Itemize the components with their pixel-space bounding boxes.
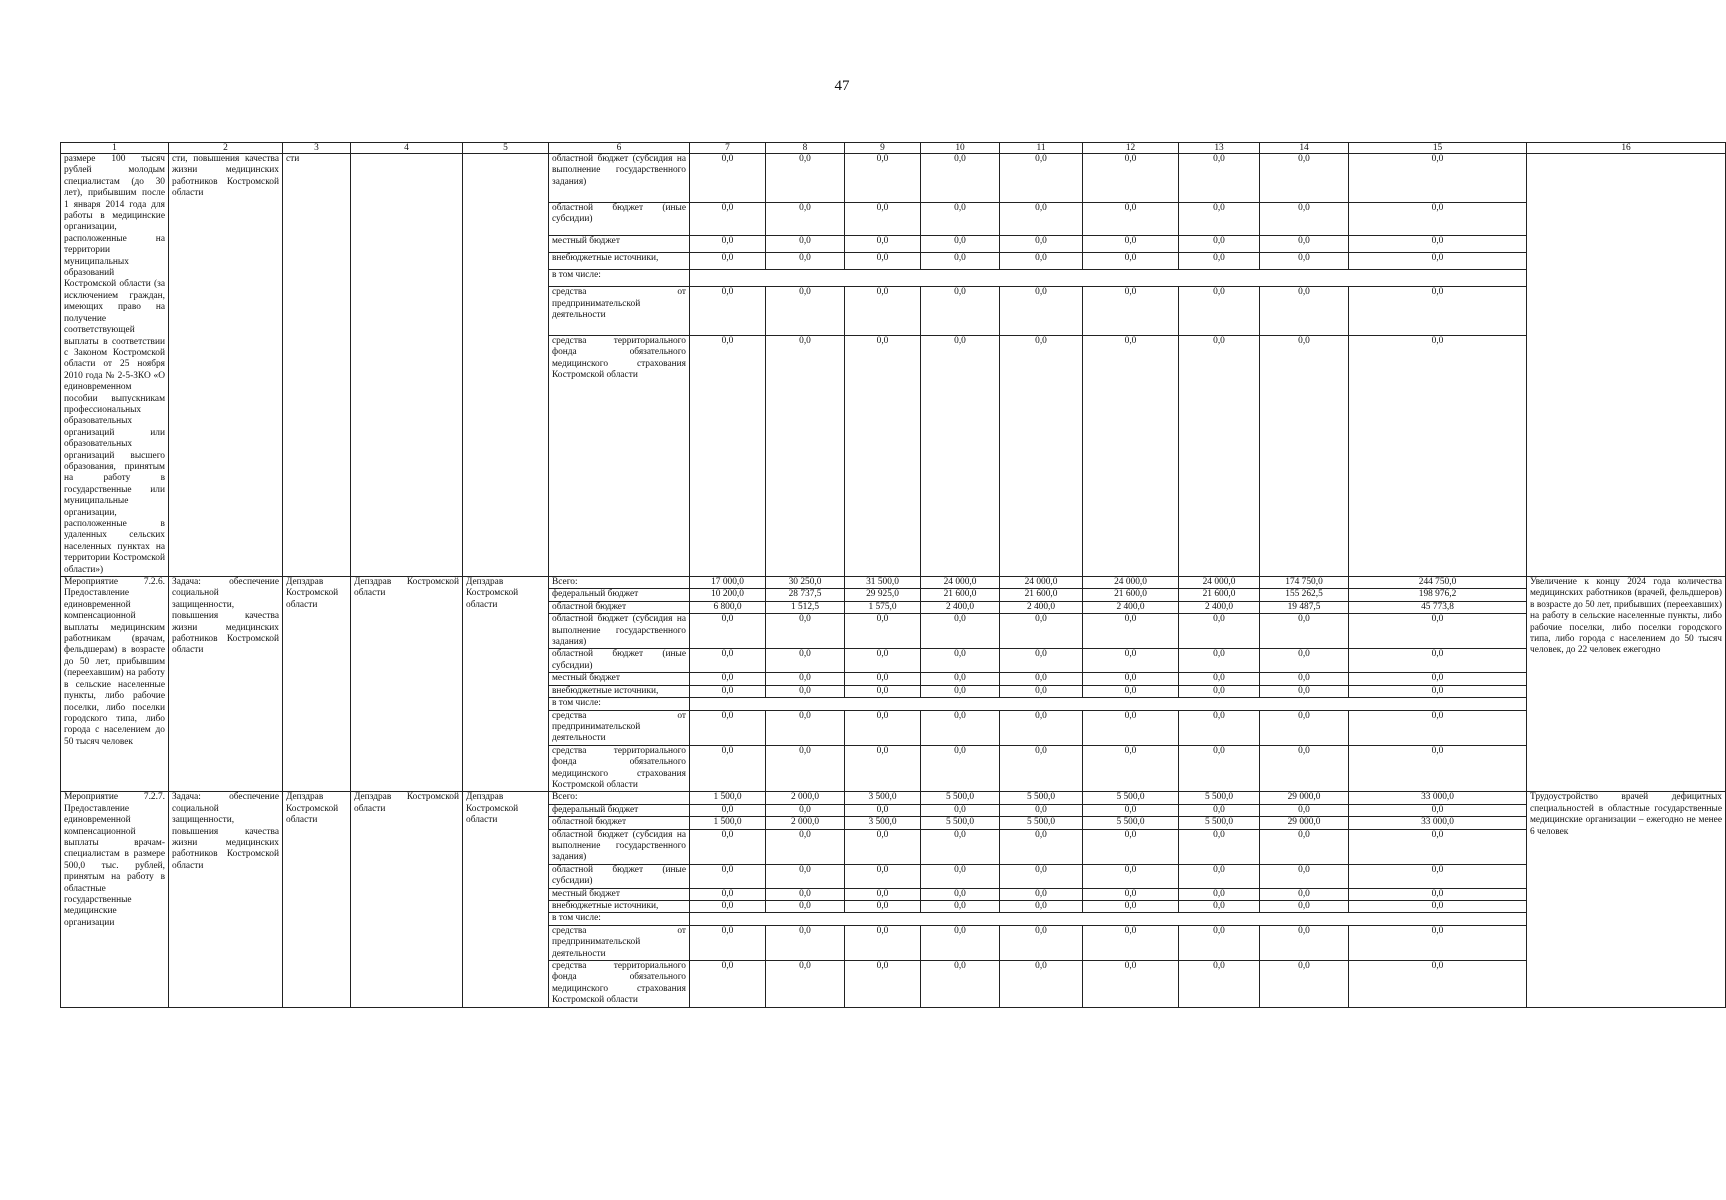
column-header: 13 — [1179, 143, 1260, 154]
value-cell: 0,0 — [690, 925, 766, 960]
funding-source-label: средства территориального фонда обязательного медицинского страхования Костромской области — [549, 745, 690, 792]
funding-source-label: внебюджетные источники, — [549, 901, 690, 913]
value-cell: 5 500,0 — [1000, 792, 1083, 804]
funding-source-label: средства от предпринимательской деятельности — [549, 925, 690, 960]
value-cell: 0,0 — [1260, 154, 1349, 203]
value-cell: 0,0 — [1179, 901, 1260, 913]
value-cell: 0,0 — [1083, 336, 1179, 577]
value-cell: 33 000,0 — [1349, 792, 1527, 804]
value-cell: 0,0 — [845, 829, 921, 864]
funding-source-label: местный бюджет — [549, 235, 690, 252]
value-cell: 2 400,0 — [1083, 601, 1179, 613]
value-cell: 0,0 — [1179, 673, 1260, 685]
column-header: 14 — [1260, 143, 1349, 154]
value-cell: 0,0 — [1083, 804, 1179, 816]
value-cell: 2 400,0 — [1179, 601, 1260, 613]
value-cell: 2 400,0 — [921, 601, 1000, 613]
value-cell: 0,0 — [1260, 614, 1349, 649]
funding-source-label: внебюджетные источники, — [549, 252, 690, 269]
value-cell: 0,0 — [921, 901, 1000, 913]
value-cell: 0,0 — [766, 710, 845, 745]
value-cell: 0,0 — [1000, 336, 1083, 577]
value-cell: 0,0 — [1260, 901, 1349, 913]
value-cell: 5 500,0 — [1000, 817, 1083, 829]
value-cell: 0,0 — [921, 235, 1000, 252]
executor-cell — [351, 154, 463, 577]
empty-values-cell — [690, 698, 1527, 710]
funding-source-label: средства от предпринимательской деятельности — [549, 710, 690, 745]
funding-source-label: внебюджетные источники, — [549, 685, 690, 697]
value-cell: 0,0 — [1179, 154, 1260, 203]
funding-source-label: областной бюджет — [549, 817, 690, 829]
value-cell: 0,0 — [845, 685, 921, 697]
value-cell: 0,0 — [845, 154, 921, 203]
value-cell: 0,0 — [690, 252, 766, 269]
value-cell: 21 600,0 — [1083, 589, 1179, 601]
executor-cell: Депздрав Костромской области — [351, 792, 463, 1007]
expected-result-cell — [1527, 154, 1726, 577]
value-cell: 0,0 — [845, 252, 921, 269]
value-cell: 0,0 — [1179, 745, 1260, 792]
value-cell: 0,0 — [766, 961, 845, 1008]
value-cell: 24 000,0 — [1179, 577, 1260, 589]
column-header: 12 — [1083, 143, 1179, 154]
value-cell: 0,0 — [921, 888, 1000, 900]
value-cell: 0,0 — [1083, 235, 1179, 252]
value-cell: 0,0 — [1000, 235, 1083, 252]
value-cell: 0,0 — [1179, 614, 1260, 649]
value-cell: 0,0 — [766, 685, 845, 697]
value-cell: 0,0 — [1260, 235, 1349, 252]
value-cell: 0,0 — [1260, 287, 1349, 336]
value-cell: 0,0 — [1179, 336, 1260, 577]
value-cell: 0,0 — [921, 673, 1000, 685]
column-header: 8 — [766, 143, 845, 154]
recipient-cell: Депздрав Костромской области — [463, 577, 549, 792]
value-cell: 0,0 — [1083, 673, 1179, 685]
value-cell: 0,0 — [1179, 287, 1260, 336]
value-cell: 0,0 — [845, 901, 921, 913]
value-cell: 0,0 — [1179, 961, 1260, 1008]
column-header: 2 — [169, 143, 283, 154]
value-cell: 0,0 — [921, 745, 1000, 792]
value-cell: 0,0 — [1083, 649, 1179, 673]
funding-source-label: Всего: — [549, 792, 690, 804]
value-cell: 0,0 — [921, 614, 1000, 649]
empty-values-cell — [690, 913, 1527, 925]
value-cell: 0,0 — [690, 685, 766, 697]
value-cell: 0,0 — [845, 202, 921, 235]
value-cell: 0,0 — [766, 154, 845, 203]
value-cell: 0,0 — [690, 154, 766, 203]
value-cell: 0,0 — [1349, 901, 1527, 913]
value-cell: 0,0 — [1000, 649, 1083, 673]
value-cell: 0,0 — [1000, 925, 1083, 960]
activity-name-cell: размере 100 тысяч рублей молодым специалистам (до 30 лет), прибывшим после 1 января 2014 года для работы в медицинские организации, расположенные на территории муниципальных образований Костромской области (за исключением граждан, имеющих право на получение соответствующей выплаты в соответствии с Законом Костромской области от 25 ноября 2010 года № 2-5-ЗКО «О единовременном пособии выпускникам профессиональных образовательных организаций или образовательных организаций высшего образования, принятым на работу в государственные или муниципальные организации, расположенные в удаленных сельских населенных пунктах на территории Костромской области») — [61, 154, 169, 577]
funding-source-label: областной бюджет (иные субсидии) — [549, 864, 690, 888]
value-cell: 0,0 — [1000, 745, 1083, 792]
column-header: 4 — [351, 143, 463, 154]
value-cell: 0,0 — [1349, 614, 1527, 649]
funding-source-label: средства территориального фонда обязательного медицинского страхования Костромской области — [549, 336, 690, 577]
value-cell: 0,0 — [1349, 649, 1527, 673]
value-cell: 0,0 — [1000, 287, 1083, 336]
value-cell: 24 000,0 — [1000, 577, 1083, 589]
value-cell: 21 600,0 — [921, 589, 1000, 601]
table-row — [61, 792, 1726, 804]
value-cell: 0,0 — [1260, 673, 1349, 685]
header-row — [61, 143, 1726, 154]
value-cell: 0,0 — [1260, 745, 1349, 792]
funding-source-label: областной бюджет — [549, 601, 690, 613]
value-cell: 29 000,0 — [1260, 817, 1349, 829]
funding-source-label: средства территориального фонда обязательного медицинского страхования Костромской области — [549, 961, 690, 1008]
value-cell: 0,0 — [921, 287, 1000, 336]
funding-source-label: в том числе: — [549, 698, 690, 710]
value-cell: 0,0 — [845, 336, 921, 577]
funding-source-label: федеральный бюджет — [549, 804, 690, 816]
recipient-cell: Депздрав Костромской области — [463, 792, 549, 1007]
value-cell: 0,0 — [1179, 804, 1260, 816]
value-cell: 0,0 — [1349, 961, 1527, 1008]
recipient-cell — [463, 154, 549, 577]
value-cell: 1 575,0 — [845, 601, 921, 613]
funding-source-label: областной бюджет (иные субсидии) — [549, 649, 690, 673]
value-cell: 0,0 — [1349, 235, 1527, 252]
value-cell: 0,0 — [1349, 673, 1527, 685]
column-header: 9 — [845, 143, 921, 154]
value-cell: 0,0 — [1083, 864, 1179, 888]
value-cell: 155 262,5 — [1260, 589, 1349, 601]
value-cell: 5 500,0 — [1083, 792, 1179, 804]
task-cell: Задача: обеспечение социальной защищенности, повышения качества жизни медицинских работников Костромской области — [169, 577, 283, 792]
column-header: 15 — [1349, 143, 1527, 154]
value-cell: 0,0 — [690, 336, 766, 577]
value-cell: 0,0 — [1083, 961, 1179, 1008]
value-cell: 0,0 — [766, 745, 845, 792]
value-cell: 29 000,0 — [1260, 792, 1349, 804]
value-cell: 0,0 — [1349, 804, 1527, 816]
value-cell: 0,0 — [1179, 252, 1260, 269]
value-cell: 0,0 — [1000, 614, 1083, 649]
value-cell: 0,0 — [1349, 864, 1527, 888]
value-cell: 31 500,0 — [845, 577, 921, 589]
column-header: 7 — [690, 143, 766, 154]
value-cell: 0,0 — [1349, 888, 1527, 900]
value-cell: 0,0 — [1083, 154, 1179, 203]
table-row — [61, 577, 1726, 589]
value-cell: 0,0 — [1083, 614, 1179, 649]
value-cell: 0,0 — [1260, 829, 1349, 864]
activity-name-cell: Мероприятие 7.2.7. Предоставление единовременной компенсационной выплаты врачам-специалистам в размере 500,0 тыс. рублей, принятым на работу в областные государственные медицинские организации — [61, 792, 169, 1007]
value-cell: 17 000,0 — [690, 577, 766, 589]
value-cell: 0,0 — [1260, 888, 1349, 900]
value-cell: 0,0 — [766, 673, 845, 685]
value-cell: 0,0 — [845, 745, 921, 792]
funding-source-label: федеральный бюджет — [549, 589, 690, 601]
value-cell: 0,0 — [1000, 961, 1083, 1008]
value-cell: 0,0 — [1083, 685, 1179, 697]
value-cell: 0,0 — [766, 287, 845, 336]
value-cell: 1 500,0 — [690, 817, 766, 829]
value-cell: 0,0 — [766, 804, 845, 816]
value-cell: 0,0 — [1000, 673, 1083, 685]
value-cell: 0,0 — [1083, 888, 1179, 900]
funding-source-label: в том числе: — [549, 270, 690, 287]
value-cell: 5 500,0 — [921, 792, 1000, 804]
value-cell: 198 976,2 — [1349, 589, 1527, 601]
column-header: 10 — [921, 143, 1000, 154]
value-cell: 0,0 — [1000, 901, 1083, 913]
value-cell: 0,0 — [766, 925, 845, 960]
value-cell: 0,0 — [845, 925, 921, 960]
value-cell: 0,0 — [1179, 649, 1260, 673]
value-cell: 0,0 — [1179, 888, 1260, 900]
value-cell: 0,0 — [1260, 804, 1349, 816]
column-header: 16 — [1527, 143, 1726, 154]
value-cell: 0,0 — [845, 864, 921, 888]
value-cell: 19 487,5 — [1260, 601, 1349, 613]
value-cell: 0,0 — [845, 649, 921, 673]
value-cell: 5 500,0 — [921, 817, 1000, 829]
value-cell: 0,0 — [1083, 287, 1179, 336]
value-cell: 0,0 — [690, 888, 766, 900]
funding-source-label: областной бюджет (субсидия на выполнение государственного задания) — [549, 154, 690, 203]
value-cell: 21 600,0 — [1000, 589, 1083, 601]
funding-source-label: областной бюджет (иные субсидии) — [549, 202, 690, 235]
value-cell: 0,0 — [921, 336, 1000, 577]
expected-result-cell: Трудоустройство врачей дефицитных специальностей в областные государственные медицинские организации – ежегодно не менее 6 человек — [1527, 792, 1726, 1007]
activity-name-cell: Мероприятие 7.2.6. Предоставление единовременной компенсационной выплаты медицинским работникам (врачам, фельдшерам) в возрасте до 50 лет, прибывшим (переехавшим) на работу в сельские населенные пункты, либо рабочие поселки, либо поселки городского типа, либо города с населением до 50 тысяч человек — [61, 577, 169, 792]
value-cell: 0,0 — [690, 864, 766, 888]
column-header: 11 — [1000, 143, 1083, 154]
value-cell: 0,0 — [1349, 745, 1527, 792]
value-cell: 0,0 — [1349, 925, 1527, 960]
value-cell: 0,0 — [1349, 154, 1527, 203]
value-cell: 5 500,0 — [1083, 817, 1179, 829]
value-cell: 0,0 — [766, 235, 845, 252]
value-cell: 0,0 — [1260, 864, 1349, 888]
value-cell: 0,0 — [845, 804, 921, 816]
value-cell: 0,0 — [1349, 287, 1527, 336]
value-cell: 0,0 — [1000, 685, 1083, 697]
value-cell: 0,0 — [845, 614, 921, 649]
value-cell: 0,0 — [1349, 710, 1527, 745]
value-cell: 0,0 — [1349, 336, 1527, 577]
value-cell: 0,0 — [1083, 901, 1179, 913]
value-cell: 0,0 — [1349, 252, 1527, 269]
table-body — [61, 154, 1726, 1008]
value-cell: 0,0 — [1260, 252, 1349, 269]
value-cell: 0,0 — [690, 287, 766, 336]
value-cell: 0,0 — [1000, 710, 1083, 745]
value-cell: 0,0 — [1179, 685, 1260, 697]
value-cell: 0,0 — [1260, 649, 1349, 673]
value-cell: 0,0 — [1179, 925, 1260, 960]
funding-source-label: Всего: — [549, 577, 690, 589]
value-cell: 0,0 — [690, 614, 766, 649]
value-cell: 0,0 — [766, 336, 845, 577]
value-cell: 0,0 — [766, 829, 845, 864]
expected-result-cell: Увеличение к концу 2024 года количества медицинских работников (врачей, фельдшеров) в возрасте до 50 лет, прибывших (переехавших) на работу в сельские населенные пункты, либо рабочие поселки, либо поселки городского типа, либо города с населением до 50 тысяч человек, до 22 человек ежегодно — [1527, 577, 1726, 792]
value-cell: 0,0 — [766, 614, 845, 649]
page-number: 47 — [834, 78, 850, 94]
funding-table — [60, 142, 1726, 1008]
value-cell: 0,0 — [1000, 202, 1083, 235]
value-cell: 0,0 — [690, 235, 766, 252]
value-cell: 0,0 — [1000, 829, 1083, 864]
value-cell: 0,0 — [1083, 252, 1179, 269]
value-cell: 0,0 — [1000, 888, 1083, 900]
value-cell: 5 500,0 — [1179, 792, 1260, 804]
value-cell: 0,0 — [1349, 202, 1527, 235]
value-cell: 2 000,0 — [766, 792, 845, 804]
value-cell: 0,0 — [766, 901, 845, 913]
value-cell: 0,0 — [921, 252, 1000, 269]
value-cell: 0,0 — [766, 864, 845, 888]
value-cell: 244 750,0 — [1349, 577, 1527, 589]
value-cell: 33 000,0 — [1349, 817, 1527, 829]
column-header: 1 — [61, 143, 169, 154]
value-cell: 0,0 — [921, 961, 1000, 1008]
value-cell: 0,0 — [1260, 961, 1349, 1008]
value-cell: 0,0 — [766, 252, 845, 269]
value-cell: 0,0 — [690, 202, 766, 235]
value-cell: 0,0 — [1349, 829, 1527, 864]
value-cell: 0,0 — [1179, 202, 1260, 235]
value-cell: 3 500,0 — [845, 817, 921, 829]
value-cell: 0,0 — [1260, 925, 1349, 960]
value-cell: 0,0 — [921, 685, 1000, 697]
value-cell: 0,0 — [690, 745, 766, 792]
value-cell: 45 773,8 — [1349, 601, 1527, 613]
value-cell: 0,0 — [1179, 864, 1260, 888]
value-cell: 0,0 — [845, 961, 921, 1008]
coexecutor-cell: Депздрав Костромской области — [283, 792, 351, 1007]
value-cell: 0,0 — [921, 925, 1000, 960]
value-cell: 174 750,0 — [1260, 577, 1349, 589]
funding-source-label: областной бюджет (субсидия на выполнение государственного задания) — [549, 614, 690, 649]
value-cell: 0,0 — [921, 864, 1000, 888]
value-cell: 0,0 — [1083, 829, 1179, 864]
funding-source-label: средства от предпринимательской деятельности — [549, 287, 690, 336]
value-cell: 0,0 — [921, 710, 1000, 745]
value-cell: 1 500,0 — [690, 792, 766, 804]
value-cell: 1 512,5 — [766, 601, 845, 613]
value-cell: 0,0 — [1260, 336, 1349, 577]
value-cell: 6 800,0 — [690, 601, 766, 613]
value-cell: 0,0 — [1260, 710, 1349, 745]
value-cell: 0,0 — [1000, 804, 1083, 816]
table-row — [61, 154, 1726, 203]
value-cell: 24 000,0 — [921, 577, 1000, 589]
value-cell: 0,0 — [845, 287, 921, 336]
value-cell: 0,0 — [1083, 925, 1179, 960]
value-cell: 0,0 — [690, 804, 766, 816]
value-cell: 29 925,0 — [845, 589, 921, 601]
value-cell: 0,0 — [766, 888, 845, 900]
value-cell: 0,0 — [1083, 202, 1179, 235]
value-cell: 3 500,0 — [845, 792, 921, 804]
value-cell: 0,0 — [1000, 864, 1083, 888]
value-cell: 0,0 — [690, 649, 766, 673]
value-cell: 0,0 — [1179, 710, 1260, 745]
value-cell: 2 400,0 — [1000, 601, 1083, 613]
value-cell: 24 000,0 — [1083, 577, 1179, 589]
task-cell: Задача: обеспечение социальной защищенности, повышения качества жизни медицинских работников Костромской области — [169, 792, 283, 1007]
value-cell: 0,0 — [1000, 252, 1083, 269]
value-cell: 0,0 — [1260, 202, 1349, 235]
value-cell: 0,0 — [1083, 710, 1179, 745]
column-header: 5 — [463, 143, 549, 154]
value-cell: 30 250,0 — [766, 577, 845, 589]
value-cell: 2 000,0 — [766, 817, 845, 829]
value-cell: 0,0 — [1000, 154, 1083, 203]
value-cell: 0,0 — [845, 710, 921, 745]
value-cell: 0,0 — [1260, 685, 1349, 697]
value-cell: 0,0 — [921, 202, 1000, 235]
value-cell: 0,0 — [1179, 235, 1260, 252]
value-cell: 0,0 — [1083, 745, 1179, 792]
value-cell: 0,0 — [1349, 685, 1527, 697]
value-cell: 0,0 — [921, 829, 1000, 864]
column-header: 6 — [549, 143, 690, 154]
funding-source-label: местный бюджет — [549, 888, 690, 900]
value-cell: 28 737,5 — [766, 589, 845, 601]
executor-cell: Депздрав Костромской области — [351, 577, 463, 792]
funding-source-label: местный бюджет — [549, 673, 690, 685]
value-cell: 0,0 — [690, 710, 766, 745]
coexecutor-cell: сти — [283, 154, 351, 577]
coexecutor-cell: Депздрав Костромской области — [283, 577, 351, 792]
value-cell: 0,0 — [766, 649, 845, 673]
funding-source-label: областной бюджет (субсидия на выполнение государственного задания) — [549, 829, 690, 864]
value-cell: 0,0 — [690, 829, 766, 864]
value-cell: 0,0 — [1179, 829, 1260, 864]
empty-values-cell — [690, 270, 1527, 287]
value-cell: 0,0 — [766, 202, 845, 235]
value-cell: 0,0 — [921, 154, 1000, 203]
task-cell: сти, повышения качества жизни медицинских работников Костромской области — [169, 154, 283, 577]
value-cell: 0,0 — [845, 673, 921, 685]
column-header: 3 — [283, 143, 351, 154]
value-cell: 0,0 — [845, 888, 921, 900]
value-cell: 0,0 — [921, 804, 1000, 816]
value-cell: 0,0 — [690, 901, 766, 913]
funding-source-label: в том числе: — [549, 913, 690, 925]
value-cell: 0,0 — [921, 649, 1000, 673]
value-cell: 21 600,0 — [1179, 589, 1260, 601]
value-cell: 0,0 — [845, 235, 921, 252]
value-cell: 0,0 — [690, 673, 766, 685]
value-cell: 0,0 — [690, 961, 766, 1008]
value-cell: 5 500,0 — [1179, 817, 1260, 829]
value-cell: 10 200,0 — [690, 589, 766, 601]
